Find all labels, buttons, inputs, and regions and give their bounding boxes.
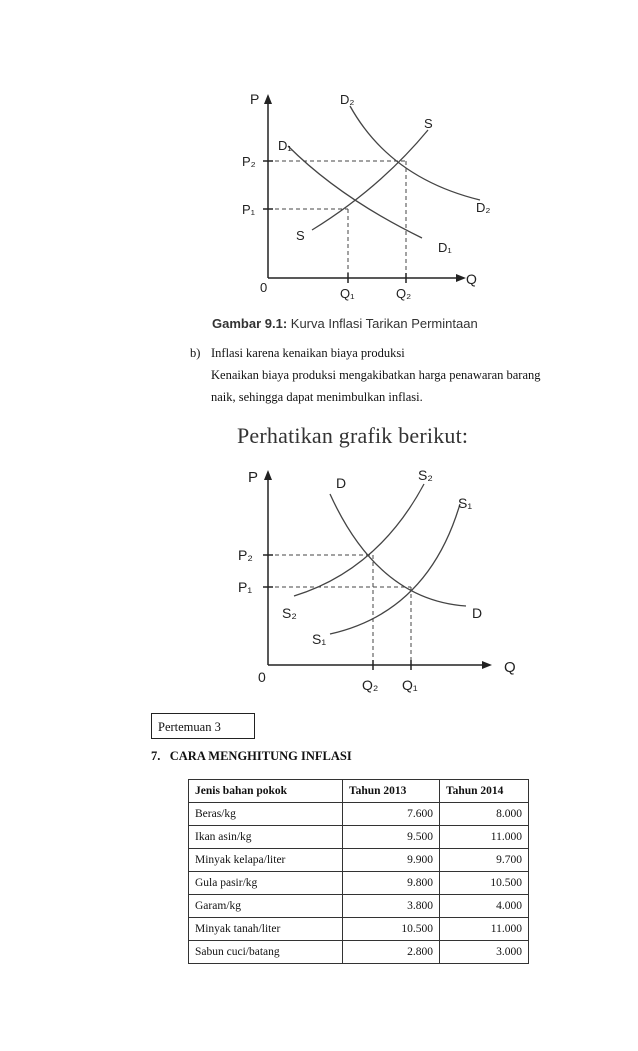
table-row [189,941,529,964]
cell-2013: 9.900 [343,849,440,872]
x-axis-arrow [482,661,492,669]
curve-s [312,130,428,230]
d1-bottom-label: D₁ [438,240,452,255]
s2-top-label: S₂ [418,467,433,483]
s1-bottom-label: S₁ [312,631,327,647]
axis-p-label: P [248,469,259,486]
q1-label: Q₁ [340,286,355,301]
header-2013: Tahun 2013 [343,780,440,803]
s1-top-label: S₁ [458,495,473,511]
table-row [189,872,529,895]
cell-item: Minyak tanah/liter [189,918,343,941]
axis-q-label: Q [466,271,477,287]
cell-2013: 9.500 [343,826,440,849]
y-axis-arrow [264,94,272,104]
figure-cost-push [228,460,528,700]
cell-2013: 2.800 [343,941,440,964]
curve-d2 [350,106,480,200]
d-top-label: D [336,475,347,491]
figure1-caption [212,316,542,331]
axis-p-label: P [250,91,260,107]
figure-demand-pull [230,88,530,308]
item-b-line1: Kenaikan biaya produksi mengakibatkan harga penawaran barang [211,368,541,382]
s-bottom-label: S [296,228,305,243]
cell-2013: 9.800 [343,872,440,895]
s-top-label: S [424,116,433,131]
curve-d1 [288,146,422,238]
section-title: 7. CARA MENGHITUNG INFLASI [151,749,352,763]
table-row [189,849,529,872]
caption-bold: Gambar 9.1: [212,316,288,331]
item-b-line2: naik, sehingga dapat menimbulkan inflasi. [211,390,423,404]
cell-2013: 10.500 [343,918,440,941]
caption-rest: Kurva Inflasi Tarikan Permintaan [287,316,478,331]
q1-label: Q₁ [402,677,418,693]
origin-label: 0 [258,669,266,685]
p1-label: P₁ [242,202,256,217]
d1-top-label: D₁ [278,138,292,153]
cell-item: Gula pasir/kg [189,872,343,895]
p2-label: P₂ [238,547,253,563]
header-item: Jenis bahan pokok [189,780,343,803]
table-row [189,895,529,918]
table-header-row [189,780,529,803]
curve-d [330,494,466,606]
cell-2014: 9.700 [440,849,529,872]
cell-item: Ikan asin/kg [189,826,343,849]
cell-2014: 4.000 [440,895,529,918]
header-2014: Tahun 2014 [440,780,529,803]
cell-2014: 11.000 [440,918,529,941]
d-bottom-label: D [472,605,483,621]
table-row [189,826,529,849]
cell-item: Beras/kg [189,803,343,826]
cell-item: Minyak kelapa/liter [189,849,343,872]
cell-2013: 3.800 [343,895,440,918]
d2-bottom-label: D₂ [476,200,491,215]
table-row [189,918,529,941]
price-table [188,779,529,964]
axis-q-label: Q [504,659,516,676]
figure2-heading: Perhatikan grafik berikut: [237,423,469,448]
cell-2014: 8.000 [440,803,529,826]
origin-label: 0 [260,280,268,295]
cell-2014: 10.500 [440,872,529,895]
d2-top-label: D₂ [340,92,355,107]
x-axis-arrow [456,274,466,282]
q2-label: Q₂ [396,286,412,301]
p2-label: P₂ [242,154,256,169]
cell-item: Sabun cuci/batang [189,941,343,964]
y-axis-arrow [264,470,272,480]
cell-item: Garam/kg [189,895,343,918]
cell-2014: 11.000 [440,826,529,849]
table-row [189,803,529,826]
meeting-label: Pertemuan 3 [151,713,255,739]
q2-label: Q₂ [362,677,379,693]
cell-2014: 3.000 [440,941,529,964]
cell-2013: 7.600 [343,803,440,826]
item-b-title: Inflasi karena kenaikan biaya produksi [211,346,405,360]
s2-bottom-label: S₂ [282,605,297,621]
p1-label: P₁ [238,579,253,595]
item-b-marker: b) [190,346,201,360]
curve-s2 [294,484,424,596]
